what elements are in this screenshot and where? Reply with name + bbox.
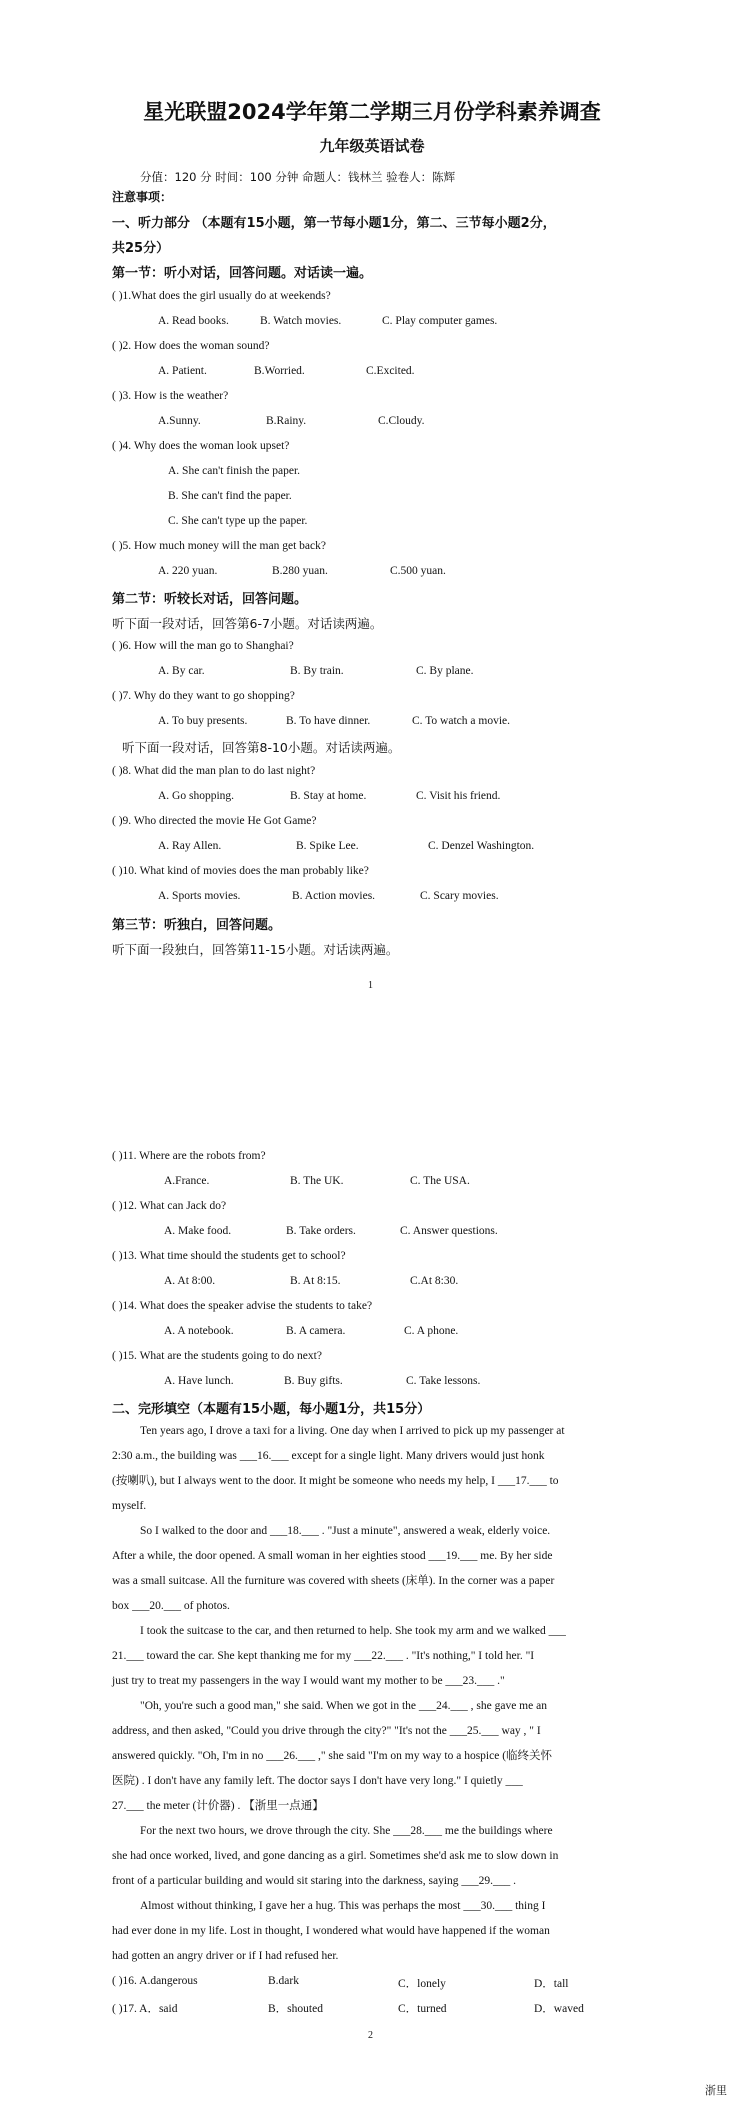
q6-option-a: A. By car.: [158, 665, 205, 677]
passage-line: So I walked to the door and ___18.___ . "Just a minute", answered a weak, elderly voice.: [140, 1525, 551, 1537]
q16-option-d: D．tall: [534, 1978, 569, 1990]
passage-line: just try to treat my passengers in the way I would want my mother to be ___23.___ .": [112, 1675, 505, 1687]
exam-subtitle: 九年级英语试卷: [319, 137, 425, 155]
passage-line: After a while, the door opened. A small woman in her eighties stood ___19.___ me. By her side: [112, 1550, 553, 1562]
passage-line: 医院) . I don't have any family left. The doctor says I don't have very long." I quietly ___: [112, 1775, 523, 1787]
q15-option-c: C. Take lessons.: [406, 1375, 481, 1387]
q4-option-b: B. She can't find the paper.: [168, 490, 292, 502]
passage-line: 21.___ toward the car. She kept thanking me for my ___22.___ . "It's nothing," I told her. "I: [112, 1650, 535, 1662]
q3-option-a: A.Sunny.: [158, 415, 201, 427]
q6-option-b: B. By train.: [290, 665, 344, 677]
passage-line: address, and then asked, "Could you drive through the city?" "It's not the ___25.___ way , " I: [112, 1725, 541, 1737]
q1-option-a: A. Read books.: [158, 315, 229, 327]
q1-option-c: C. Play computer games.: [382, 315, 498, 327]
passage-line: had gotten an angry driver or if I had refused her.: [112, 1950, 339, 1962]
q5-option-a: A. 220 yuan.: [158, 565, 218, 577]
q17-option-c: C．turned: [398, 2003, 447, 2015]
section3-heading: 第三节：听独白，回答问题。: [112, 918, 282, 933]
q16-option-b: B.dark: [268, 1975, 299, 1987]
question-9: ( )9. Who directed the movie He Got Game?: [112, 815, 317, 827]
q2-option-b: B.Worried.: [254, 365, 305, 377]
q9-option-b: B. Spike Lee.: [296, 840, 359, 852]
section2-heading: 第二节：听较长对话，回答问题。: [112, 592, 308, 607]
passage-line: 27.___ the meter (计价器) . 【浙里一点通】: [112, 1800, 324, 1812]
q2-option-c: C.Excited.: [366, 365, 415, 377]
question-17: ( )17. A．said: [112, 2003, 178, 2015]
page-number-2: 2: [368, 2030, 373, 2041]
q15-option-b: B. Buy gifts.: [284, 1375, 343, 1387]
q10-option-c: C. Scary movies.: [420, 890, 499, 902]
q5-option-c: C.500 yuan.: [390, 565, 446, 577]
passage-line: 2:30 a.m., the building was ___16.___ except for a single light. Many drivers would just honk: [112, 1450, 545, 1462]
question-8: ( )8. What did the man plan to do last night?: [112, 765, 316, 777]
passage-line: "Oh, you're such a good man," she said. When we got in the ___24.___ , she gave me an: [140, 1700, 547, 1712]
q13-option-c: C.At 8:30.: [410, 1275, 459, 1287]
question-1: ( )1.What does the girl usually do at weekends?: [112, 290, 331, 302]
q10-option-b: B. Action movies.: [292, 890, 376, 902]
passage-line: box ___20.___ of photos.: [112, 1600, 230, 1612]
q4-option-a: A. She can't finish the paper.: [168, 465, 301, 477]
q14-option-a: A. A notebook.: [164, 1325, 234, 1337]
q12-option-b: B. Take orders.: [286, 1225, 356, 1237]
q14-option-c: C. A phone.: [404, 1325, 459, 1337]
page-number-1: 1: [368, 980, 373, 991]
passage-line: she had once worked, lived, and gone dancing as a girl. Sometimes she'd ask me to slow down in: [112, 1850, 559, 1862]
q11-option-b: B. The UK.: [290, 1175, 344, 1187]
q9-option-a: A. Ray Allen.: [158, 840, 222, 852]
section3-note: 听下面一段独白，回答第11-15小题。对话读两遍。: [112, 942, 399, 957]
q13-option-a: A. At 8:00.: [164, 1275, 216, 1287]
q12-option-c: C. Answer questions.: [400, 1225, 498, 1237]
question-14: ( )14. What does the speaker advise the students to take?: [112, 1300, 373, 1312]
q6-option-c: C. By plane.: [416, 665, 474, 677]
q8-option-a: A. Go shopping.: [158, 790, 235, 802]
q7-option-a: A. To buy presents.: [158, 715, 248, 727]
question-15: ( )15. What are the students going to do next?: [112, 1350, 322, 1362]
exam-title: 星光联盟2024学年第二学期三月份学科素养调查: [143, 100, 601, 124]
part1-heading: 一、听力部分 （本题有15小题，第一节每小题1分，第二、三节每小题2分，: [112, 216, 556, 231]
q10-option-a: A. Sports movies.: [158, 890, 241, 902]
q9-option-c: C. Denzel Washington.: [428, 840, 535, 852]
q3-option-b: B.Rainy.: [266, 415, 307, 427]
q5-option-b: B.280 yuan.: [272, 565, 328, 577]
question-3: ( )3. How is the weather?: [112, 390, 229, 402]
question-5: ( )5. How much money will the man get back?: [112, 540, 326, 552]
q15-option-a: A. Have lunch.: [164, 1375, 234, 1387]
q7-option-c: C. To watch a movie.: [412, 715, 510, 727]
q3-option-c: C.Cloudy.: [378, 415, 425, 427]
section2-note-2: 听下面一段对话，回答第8-10小题。对话读两遍。: [122, 740, 401, 755]
passage-line: myself.: [112, 1500, 147, 1512]
q2-option-a: A. Patient.: [158, 365, 207, 377]
q4-option-c: C. She can't type up the paper.: [168, 515, 308, 527]
passage-line: had ever done in my life. Lost in thought, I wondered what would have happened if the woman: [112, 1925, 550, 1937]
passage-line: I took the suitcase to the car, and then returned to help. She took my arm and we walked ___: [140, 1625, 566, 1637]
question-10: ( )10. What kind of movies does the man probably like?: [112, 865, 369, 877]
q13-option-b: B. At 8:15.: [290, 1275, 341, 1287]
q8-option-b: B. Stay at home.: [290, 790, 367, 802]
q8-option-c: C. Visit his friend.: [416, 790, 501, 802]
question-11: ( )11. Where are the robots from?: [112, 1150, 266, 1162]
exam-meta: 分值：120 分 时间：100 分钟 命题人：钱林兰 验卷人：陈辉: [140, 170, 456, 184]
passage-line: Ten years ago, I drove a taxi for a living. One day when I arrived to pick up my passenger at: [140, 1425, 565, 1437]
passage-line: For the next two hours, we drove through the city. She ___28.___ me the buildings where: [140, 1825, 553, 1837]
q7-option-b: B. To have dinner.: [286, 715, 371, 727]
q17-option-d: D．waved: [534, 2003, 584, 2015]
q16-option-c: C．lonely: [398, 1978, 446, 1990]
question-13: ( )13. What time should the students get to school?: [112, 1250, 346, 1262]
q14-option-b: B. A camera.: [286, 1325, 346, 1337]
question-2: ( )2. How does the woman sound?: [112, 340, 270, 352]
part2-heading: 二、完形填空（本题有15小题，每小题1分，共15分）: [112, 1402, 431, 1417]
section2-note-1: 听下面一段对话，回答第6-7小题。对话读两遍。: [112, 616, 383, 631]
passage-line: was a small suitcase. All the furniture was covered with sheets (床单). In the corner was a paper: [112, 1575, 555, 1587]
question-16: ( )16. A.dangerous: [112, 1975, 198, 1987]
watermark-label: 浙里: [705, 2084, 727, 2097]
question-7: ( )7. Why do they want to go shopping?: [112, 690, 295, 702]
part1-heading-cont: 共25分）: [112, 241, 170, 256]
section1-heading: 第一节：听小对话，回答问题。对话读一遍。: [112, 266, 373, 281]
q17-option-b: B．shouted: [268, 2003, 323, 2015]
passage-line: answered quickly. "Oh, I'm in no ___26.___ ," she said "I'm on my way to a hospice (临终关怀: [112, 1750, 553, 1762]
question-6: ( )6. How will the man go to Shanghai?: [112, 640, 294, 652]
question-4: ( )4. Why does the woman look upset?: [112, 440, 290, 452]
question-12: ( )12. What can Jack do?: [112, 1200, 227, 1212]
q11-option-c: C. The USA.: [410, 1175, 470, 1187]
q12-option-a: A. Make food.: [164, 1225, 232, 1237]
passage-line: (按喇叭), but I always went to the door. It might be someone who needs my help, I ___17.___ to: [112, 1475, 559, 1487]
q1-option-b: B. Watch movies.: [260, 315, 342, 327]
passage-line: Almost without thinking, I gave her a hug. This was perhaps the most ___30.___ thing I: [140, 1900, 546, 1912]
notice-label: 注意事项：: [112, 190, 173, 204]
q11-option-a: A.France.: [164, 1175, 210, 1187]
passage-line: front of a particular building and would sit staring into the darkness, saying ___29.___ .: [112, 1875, 517, 1887]
